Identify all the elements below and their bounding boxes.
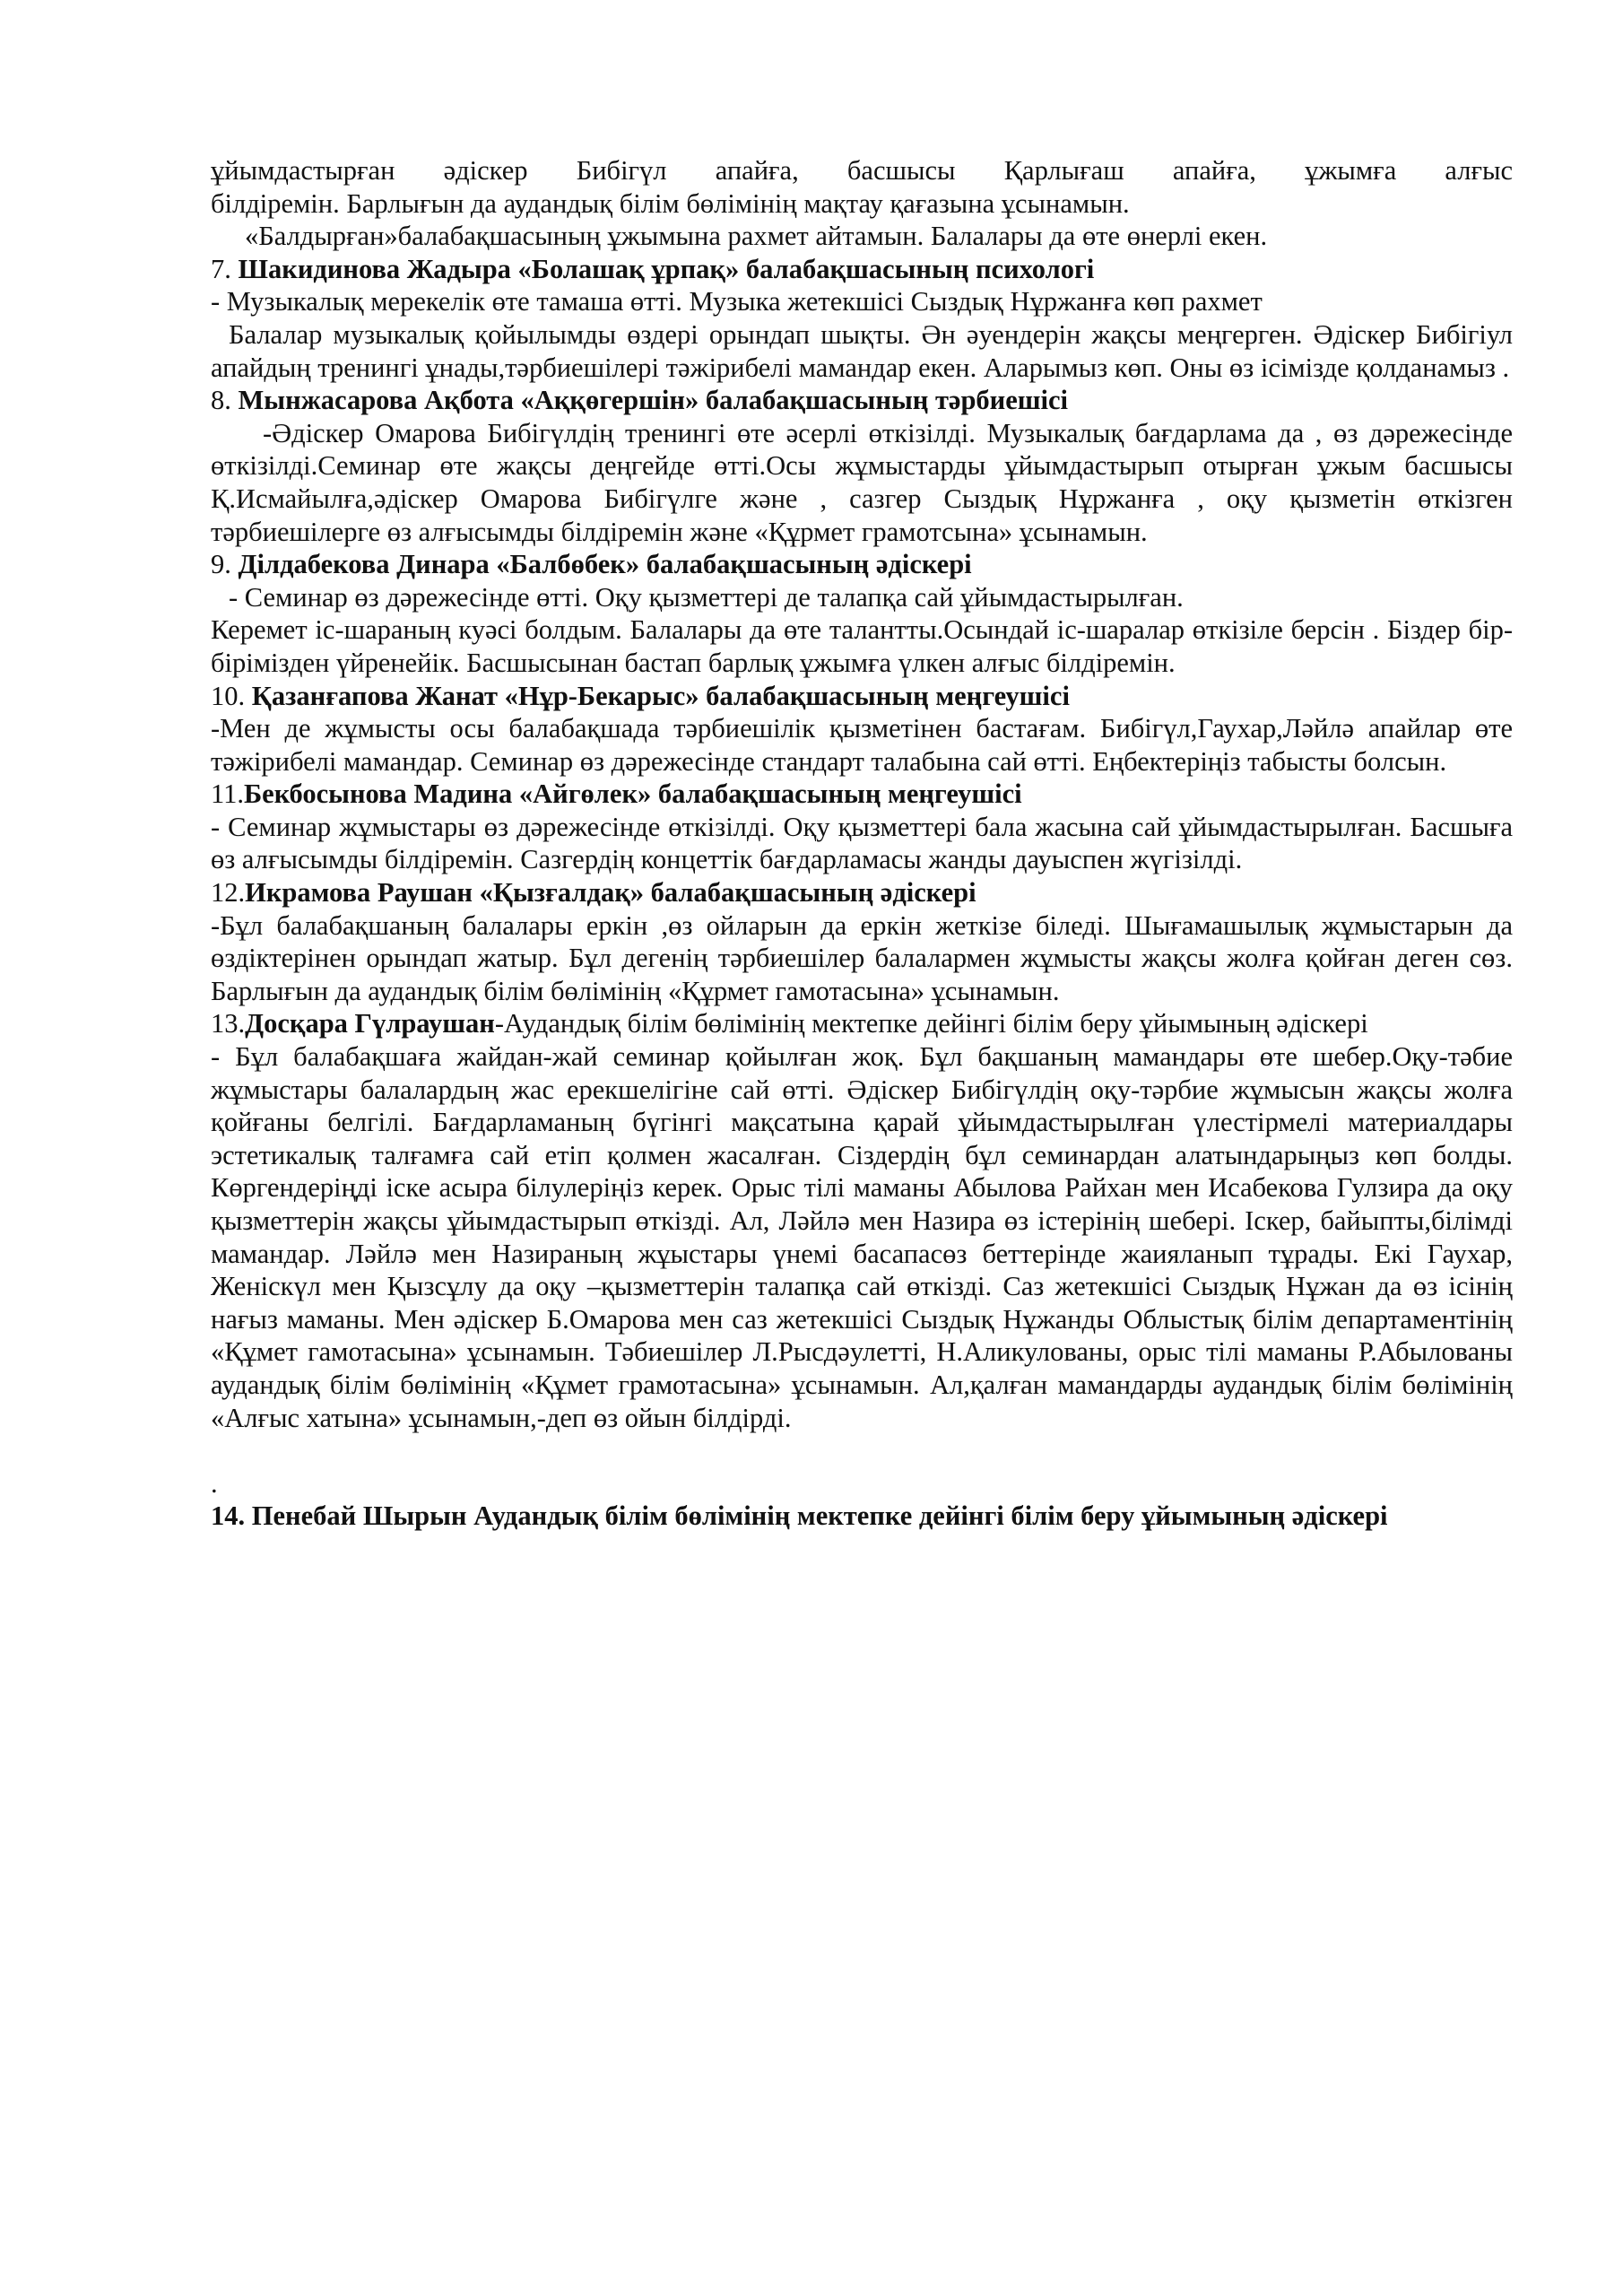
entry-7-paragraph: Балалар музыкалық қойылымды өздері орындап шықты. Ән әуендерін жақсы меңгерген. Әдіскер Бибігіул апайдың тренингі ұнады,тәрбиешілері тәжірибелі мамандар екен. Аларымыз көп. Оны өз ісімізде қолданамыз . <box>211 318 1513 383</box>
entry-title-rest: -Аудандық білім бөлімінің мектепке дейінгі білім беру ұйымының әдіскері <box>494 1008 1368 1039</box>
entry-number: 11. <box>211 778 244 810</box>
entry-14-heading <box>211 1500 1513 1533</box>
entry-9-paragraph: Керемет іс-шараның куәсі болдым. Балалары да өте талантты.Осындай іс-шаралар өткізіле берсін . Біздер бір-бірімізден үйренейік. Басшысынан бастап барлық ұжымға үлкен алғыс білдіремін. <box>211 614 1513 678</box>
entry-title: Досқара Гүлраушан <box>245 1008 495 1039</box>
entry-10-heading <box>211 680 1513 713</box>
entry-11-paragraph: - Семинар жұмыстары өз дәрежесінде өткізілді. Оқу қызметтері бала жасына сай ұйымдастырылған. Басшыға өз алғысымды білдіремін. Сазгердің концеттік бағдарламасы жанды дауыспен жүгізілді. <box>211 811 1513 875</box>
entry-12-paragraph: -Бұл балабақшаның балалары еркін ,өз ойларын да еркін жеткізе біледі. Шығамашылық жұмыстарын да өздіктерінен орындап жатыр. Бұл дегенің тәрбиешілер балалармен жұмысты жақсы жолға қойған деген сөз. Барлығын да аудандық білім бөлімінің «Құрмет гамотасына» ұсынамын. <box>211 909 1513 1006</box>
entry-title: Бекбосынова Мадина «Айгөлек» балабақшасының меңгеушісі <box>244 778 1022 810</box>
entry-number: 12. <box>211 877 246 909</box>
entry-9-heading <box>211 548 1513 581</box>
entry-7-line-1: - Музыкалық мерекелік өте тамаша өтті. Музыка жетекшісі Сыздық Нұржанға көп рахмет <box>211 286 1263 317</box>
entry-number: 8. <box>211 385 239 416</box>
document-page <box>211 154 1513 1533</box>
entry-number: 13. <box>211 1008 246 1039</box>
entry-7-heading <box>211 253 1513 286</box>
intro-line-3: «Балдырған»балабақшасының ұжымына рахмет айтамын. Балалары да өте өнерлі екен. <box>245 221 1268 252</box>
entry-title: Мынжасарова Ақбота «Аққөгершін» балабақшасының тәрбиешісі <box>238 385 1069 416</box>
entry-title: Шакидинова Жадыра «Болашақ ұрпақ» балабақшасының психологі <box>238 253 1095 284</box>
entry-title: Пенебай Шырын Аудандық білім бөлімінің мектепке дейінгі білім беру ұйымының әдіскері <box>251 1500 1388 1532</box>
entry-number: 7. <box>211 253 239 284</box>
entry-title: Қазанғапова Жанат «Нұр-Бекарыс» балабақшасының меңгеушісі <box>251 680 1070 711</box>
entry-number: 10. <box>211 680 252 711</box>
blank-line <box>211 1434 1513 1467</box>
intro-line-2: білдіремін. Барлығын да аудандық білім бөлімінің мақтау қағазына ұсынамын. <box>211 187 1130 219</box>
entry-12-heading <box>211 876 1513 909</box>
entry-13-heading <box>211 1007 1513 1040</box>
entry-11-heading <box>211 778 1513 811</box>
entry-8-heading <box>211 384 1513 417</box>
entry-10-paragraph: -Мен де жұмысты осы балабақшада тәрбиешілік қызметінен бастағам. Бибігүл,Гаухар,Ләйлә апайлар өте тәжірибелі мамандар. Семинар өз дәрежесінде стандарт талабына сай өтті. Еңбектеріңіз табысты болсын. <box>211 713 1513 777</box>
entry-number: 9. <box>211 549 239 580</box>
entry-8-paragraph: -Әдіскер Омарова Бибігүлдің тренингі өте әсерлі өткізілді. Музыкалық бағдарлама да , өз дәрежесінде өткізілді.Семинар өте жақсы деңгейде өтті.Осы жұмыстарды ұйымдастырып отырған ұжым басшысы Қ.Исмайылға,әдіскер Омарова Бибігүлге және , сазгер Сыздық Нұржанға , оқу қызметін өткізген тәрбиешілерге өз алғысымды білдіремін және «Құрмет грамотсына» ұсынамын. <box>211 417 1513 547</box>
entry-title: Икрамова Раушан «Қызғалдақ» балабақшасының әдіскері <box>245 877 976 909</box>
entry-9-line-1: - Семинар өз дәрежесінде өтті. Оқу қызметтері де талапқа сай ұйымдастырылған. <box>229 581 1184 613</box>
entry-13-paragraph: - Бұл балабақшаға жайдан-жай семинар қойылған жоқ. Бұл бақшаның мамандары өте шебер.Оқу-тәбие жұмыстары балалардың жас ерекшелігіне сай өтті. Әдіскер Бибігүлдің оқу-тәрбие жұмысын жақсы жолға қойғаны белгілі. Бағдарламаның бүгінгі мақсатына қарай ұйымдастырылған үлестірмелі материалдары эстетикалық талғамға сай етіп қолмен жасалған. Сіздердің бұл семинардан алатындарыңыз көп болды. Көргендеріңді іске асыра білулеріңіз керек. Орыс тілі маманы Абылова Райхан мен Исабекова Гулзира да оқу қызметтерін жақсы ұйымдастырып өткізді. Ал, Ләйлә мен Назира өз істерінің шебері. Іскер, байыпты,білімді мамандар. Ләйлә мен Назираның жұыстары үнемі басапасөз беттерінде жаияланып тұрады. Екі Гаухар, Женіскүл мен Қызсұлу да оқу –қызметтерін талапқа сай өткізді. Саз жетекшісі Сыздық Нұжан да өз ісінің нағыз маманы. Мен әдіскер Б.Омарова мен саз жетекшісі Сыздық Нұжанды Облыстық білім департаментінің «Құмет гамотасына» ұсынамын. Тәбиешілер Л.Рысдәулетті, Н.Аликулованы, орыс тілі маманы Р.Абылованы аудандық білім бөлімінің «Құмет грамотасына» ұсынамын. Ал,қалған мамандарды аудандық білім бөлімінің «Алғыс хатына» ұсынамын,-деп өз ойын білдірді. <box>211 1041 1513 1433</box>
entry-title: Ділдабекова Динара «Балбөбек» балабақшасының әдіскері <box>238 549 972 580</box>
separator-dot: . <box>211 1467 218 1499</box>
intro-line-1: ұйымдастырған әдіскер Бибігүл апайға, басшысы Қарлығаш апайға, ұжымға алғыс <box>211 155 1513 186</box>
entry-number: 14. <box>211 1500 252 1532</box>
